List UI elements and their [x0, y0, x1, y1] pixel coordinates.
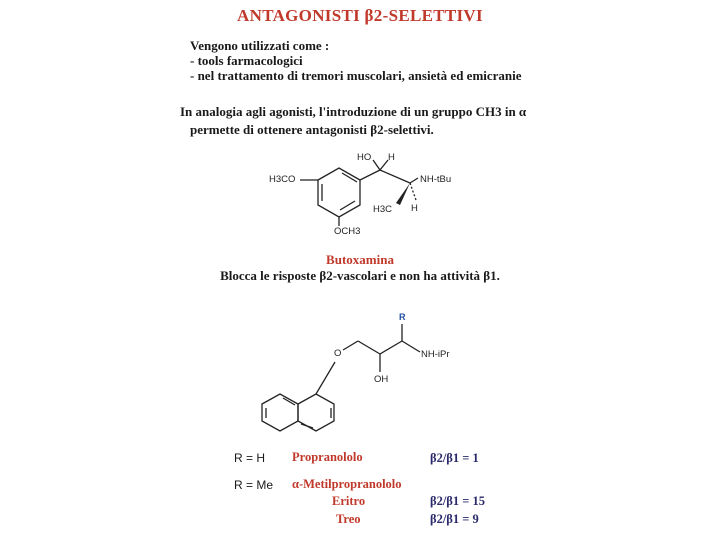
- intro-item: - nel trattamento di tremori muscolari, ansietà ed emicranie: [190, 68, 522, 83]
- table-row-ratio: β2/β1 = 9: [430, 512, 479, 526]
- r-group-label: R: [399, 312, 406, 322]
- benzene-ring: [318, 168, 360, 217]
- intro-item: - tools farmacologici: [190, 53, 303, 68]
- h-bottom-label: H: [411, 203, 418, 214]
- h3c-label: H3C: [373, 204, 393, 215]
- table-row-r: R = Me: [234, 478, 274, 492]
- table-row-name: Eritro: [332, 494, 366, 508]
- nhtbu-label: NH-tBu: [420, 174, 452, 185]
- h-top-label: H: [388, 152, 395, 163]
- propranolol-structure: [262, 324, 420, 431]
- nhipr-label: NH-iPr: [421, 349, 450, 360]
- table-row-name: Propranololo: [292, 450, 363, 464]
- h3co-label: H3CO: [269, 174, 296, 185]
- table-row-name: α-Metilpropranololo: [292, 477, 402, 491]
- butoxamine-description: Blocca le risposte β2-vascolari e non ha attività β1.: [220, 268, 500, 283]
- butoxamine-name: Butoxamina: [326, 252, 394, 267]
- table-row-ratio: β2/β1 = 15: [430, 494, 486, 508]
- ether-oxygen-label: O: [334, 348, 342, 359]
- ho-label: HO: [357, 152, 372, 163]
- och3-label: OCH3: [334, 226, 361, 237]
- analogy-line-1: In analogia agli agonisti, l'introduzione di un gruppo CH3 in α: [180, 104, 527, 119]
- naphthalene-ring-left: [262, 394, 298, 431]
- butoxamine-structure: [300, 160, 418, 226]
- table-row-ratio: β2/β1 = 1: [430, 451, 479, 465]
- table-row-name: Treo: [336, 512, 361, 526]
- analogy-line-2: permette di ottenere antagonisti β2-selettivi.: [190, 122, 434, 137]
- intro-heading: Vengono utilizzati come :: [190, 38, 330, 53]
- table-row-r: R = H: [234, 451, 266, 465]
- page-title: ANTAGONISTI β2-SELETTIVI: [237, 6, 483, 25]
- oh-label: OH: [374, 374, 389, 385]
